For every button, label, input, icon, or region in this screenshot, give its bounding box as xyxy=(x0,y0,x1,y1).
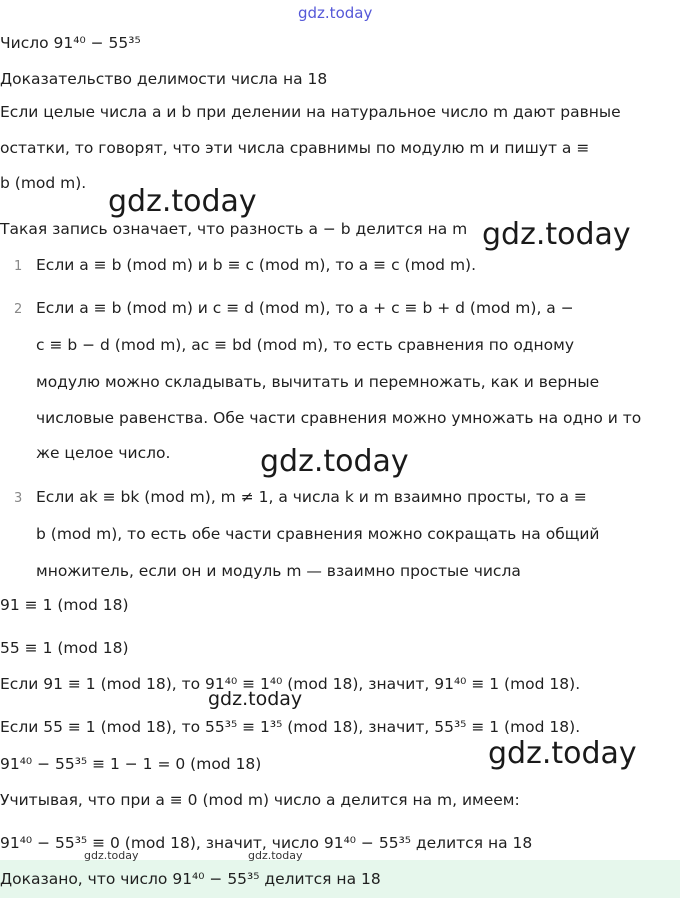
divisibility-rule: Учитывая, что при a ≡ 0 (mod m) число a делится на m, имеем: xyxy=(0,791,520,809)
list-number-2: 2 xyxy=(14,302,23,317)
watermark-7: gdz.today xyxy=(248,849,303,862)
definition-line-1: Если целые числа a и b при делении на натуральное число m дают равные xyxy=(0,103,621,121)
list-number-1: 1 xyxy=(14,259,23,274)
definition-line-2: остатки, то говорят, что эти числа сравнимы по модулю m и пишут a ≡ xyxy=(0,139,590,157)
conclusion-line: 91⁴⁰ − 55³⁵ ≡ 0 (mod 18), значит, число 91⁴⁰ − 55³⁵ делится на 18 xyxy=(0,834,533,852)
property-2-line-2: c ≡ b − d (mod m), ac ≡ bd (mod m), то есть сравнения по одному xyxy=(36,336,575,354)
property-2-line-3: модулю можно складывать, вычитать и перемножать, как и верные xyxy=(36,373,600,391)
power-55-statement: Если 55 ≡ 1 (mod 18), то 55³⁵ ≡ 1³⁵ (mod 18), значит, 55³⁵ ≡ 1 (mod 18). xyxy=(0,718,581,736)
difference-statement: Такая запись означает, что разность a − b делится на m xyxy=(0,220,468,238)
property-3-line-3: множитель, если он и модуль m — взаимно простые числа xyxy=(36,562,521,580)
list-number-3: 3 xyxy=(14,491,23,506)
watermark-2: gdz.today xyxy=(482,217,631,252)
watermark-3: gdz.today xyxy=(260,444,409,479)
watermark-1: gdz.today xyxy=(108,184,257,219)
property-2-line-4: числовые равенства. Обе части сравнения можно умножать на одно и то xyxy=(36,409,642,427)
difference-congruence: 91⁴⁰ − 55³⁵ ≡ 1 − 1 = 0 (mod 18) xyxy=(0,755,262,773)
property-2-line-1: Если a ≡ b (mod m) и c ≡ d (mod m), то a + c ≡ b + d (mod m), a − xyxy=(36,299,574,317)
property-3-line-1: Если ak ≡ bk (mod m), m ≠ 1, а числа k и m взаимно просты, то a ≡ xyxy=(36,488,587,506)
congruence-91: 91 ≡ 1 (mod 18) xyxy=(0,596,129,614)
property-3-line-2: b (mod m), то есть обе части сравнения можно сокращать на общий xyxy=(36,525,600,543)
property-1: Если a ≡ b (mod m) и b ≡ c (mod m), то a ≡ c (mod m). xyxy=(36,256,477,274)
watermark-6: gdz.today xyxy=(84,849,139,862)
watermark-5: gdz.today xyxy=(488,736,637,771)
property-2-line-5: же целое число. xyxy=(36,444,171,462)
power-91-statement: Если 91 ≡ 1 (mod 18), то 91⁴⁰ ≡ 1⁴⁰ (mod 18), значит, 91⁴⁰ ≡ 1 (mod 18). xyxy=(0,675,581,693)
definition-line-3: b (mod m). xyxy=(0,174,87,192)
result-statement: Доказано, что число 91⁴⁰ − 55³⁵ делится на 18 xyxy=(0,870,381,888)
header-watermark: gdz.today xyxy=(298,4,373,22)
watermark-4: gdz.today xyxy=(208,688,303,710)
section-heading: Доказательство делимости числа на 18 xyxy=(0,70,328,88)
congruence-55: 55 ≡ 1 (mod 18) xyxy=(0,639,129,657)
problem-title: Число 91⁴⁰ − 55³⁵ xyxy=(0,34,141,52)
